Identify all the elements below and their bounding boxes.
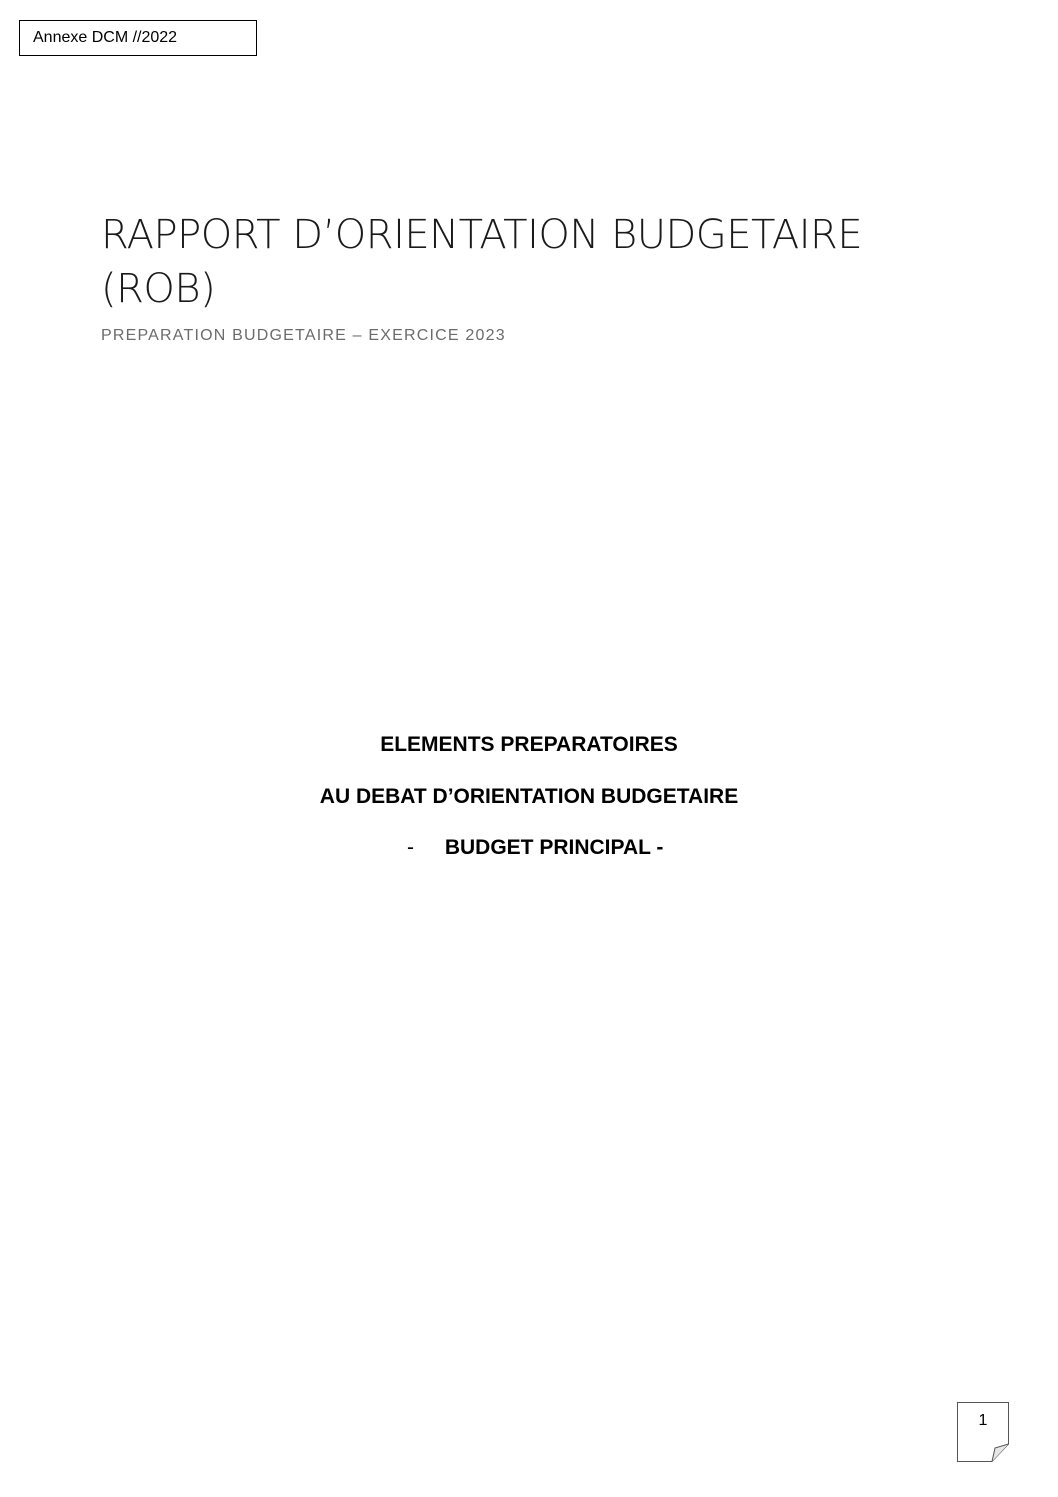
- annex-label-box: [19, 20, 257, 56]
- list-dash: -: [407, 836, 414, 859]
- document-title-line-1: RAPPORT D’ORIENTATION BUDGETAIRE: [101, 212, 863, 258]
- folded-page-icon: [957, 1402, 1009, 1462]
- document-title-line-2: (ROB): [101, 266, 216, 312]
- body-heading-line-1: ELEMENTS PREPARATOIRES: [380, 733, 678, 756]
- budget-principal-label: BUDGET PRINCIPAL -: [444, 836, 664, 859]
- page-number: 1: [978, 1412, 988, 1429]
- body-heading-line-3: [407, 836, 663, 860]
- annex-label: Annexe DCM //2022: [33, 29, 178, 46]
- document-title: [101, 208, 921, 316]
- body-heading-line-2: AU DEBAT D’ORIENTATION BUDGETAIRE: [319, 785, 739, 808]
- document-subtitle: PREPARATION BUDGETAIRE – EXERCICE 2023: [101, 327, 506, 344]
- page-number-badge: [957, 1402, 1009, 1462]
